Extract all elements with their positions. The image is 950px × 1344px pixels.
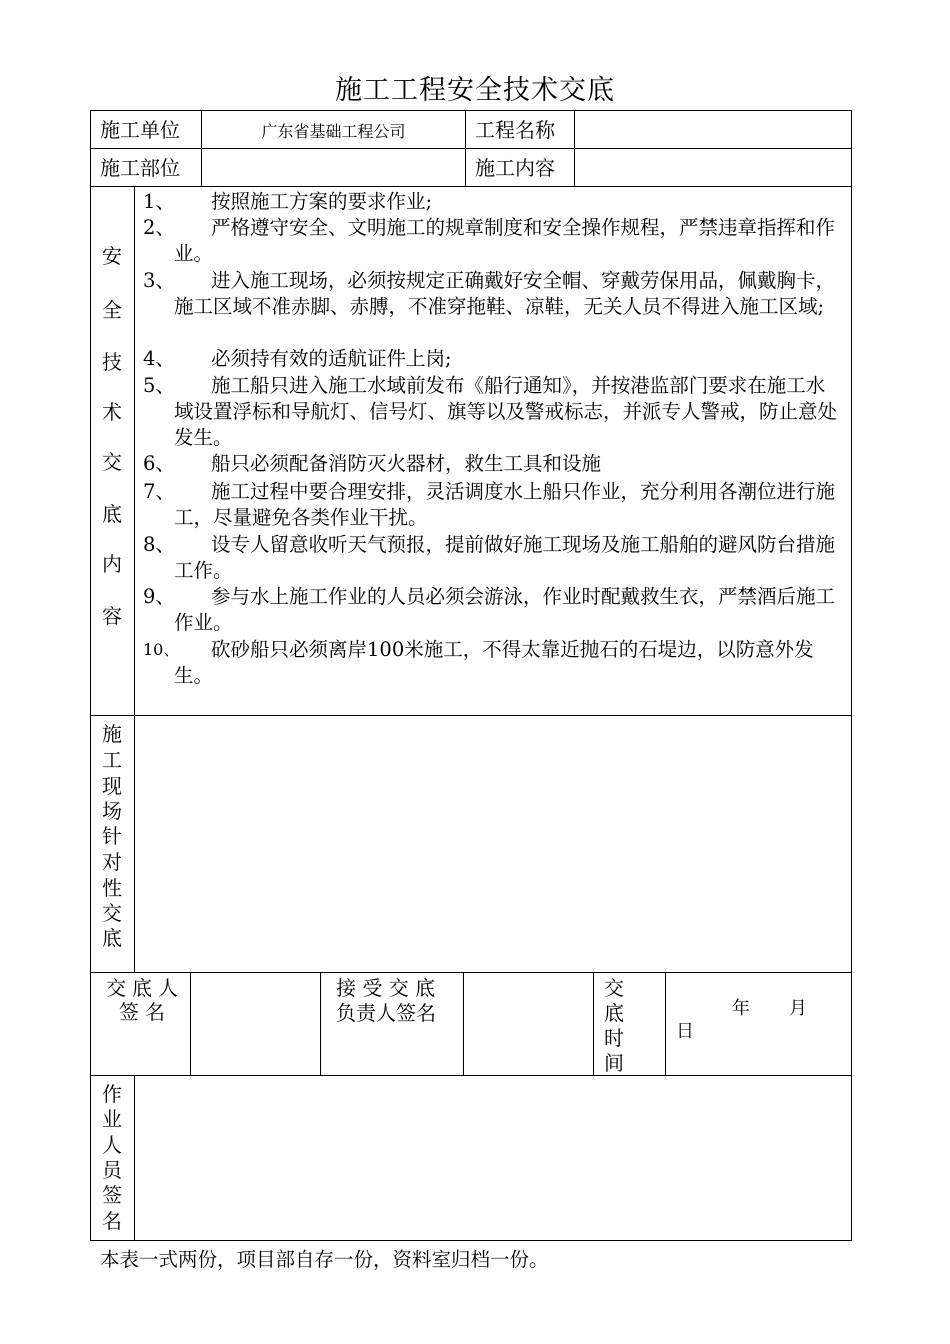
receiver-label-line2: 负责人签名 <box>336 1001 436 1025</box>
site-label-char: 对 <box>102 850 122 874</box>
item-text: 参与水上施工作业的人员必须会游泳，作业时配戴救生衣，严禁酒后施工作业。 <box>174 585 836 634</box>
year-label: 年 <box>732 998 750 1019</box>
item-text: 按照施工方案的要求作业; <box>211 190 433 213</box>
site-label-char: 交 <box>102 901 122 925</box>
workers-signature-field[interactable] <box>140 1080 845 1235</box>
safety-label-char: 容 <box>102 604 122 628</box>
safety-label-char: 交 <box>102 450 122 474</box>
item-text: 砍砂船只必须离岸100米施工，不得太靠近抛石的石堤边，以防意外发生。 <box>174 638 814 687</box>
workers-label-char: 人 <box>102 1133 122 1157</box>
site-disclosure-content[interactable] <box>140 720 845 968</box>
safety-label-char: 底 <box>102 502 122 526</box>
site-label-char: 现 <box>102 774 122 798</box>
item-text: 进入施工现场，必须按规定正确戴好安全帽、穿戴劳保用品，佩戴胸卡，施工区域不准赤脚、赤膊，不准穿拖鞋、凉鞋，无关人员不得进入施工区域; <box>174 269 836 318</box>
list-item <box>143 637 843 689</box>
item-number: 5、 <box>143 374 175 397</box>
list-item <box>143 346 843 372</box>
item-number: 2、 <box>143 216 175 239</box>
list-item <box>143 584 843 636</box>
content-label: 施工内容 <box>475 156 555 180</box>
time-label-char: 间 <box>604 1051 624 1075</box>
item-number: 1、 <box>143 190 175 213</box>
project-label: 工程名称 <box>475 118 555 142</box>
item-number: 3、 <box>143 269 175 292</box>
time-label-char: 交 <box>604 976 624 1000</box>
list-item <box>143 268 843 320</box>
item-number: 8、 <box>143 533 175 556</box>
discloser-label: 交底人签名 <box>106 976 184 1024</box>
list-item <box>143 532 843 584</box>
site-label-char: 工 <box>102 748 122 772</box>
item-text: 必须持有效的适航证件上岗; <box>211 347 452 370</box>
item-text: 设专人留意收听天气预报，提前做好施工现场及施工船舶的避风防台措施工作。 <box>174 533 836 582</box>
item-number: 6、 <box>143 452 175 475</box>
safety-label-char: 安 <box>102 244 122 268</box>
receiver-label-line1: 接 受 交 底 <box>336 976 436 1000</box>
discloser-signature-field[interactable] <box>193 976 317 1072</box>
footer-note: 本表一式两份，项目部自存一份，资料室归档一份。 <box>100 1248 549 1271</box>
list-item <box>143 373 843 451</box>
time-label-char: 底 <box>604 1001 624 1025</box>
site-label-char: 施 <box>102 722 122 746</box>
item-text: 严格遵守安全、文明施工的规章制度和安全操作规程，严禁违章指挥和作业。 <box>174 216 836 265</box>
site-label-char: 性 <box>102 876 122 900</box>
workers-label-char: 签 <box>102 1183 122 1207</box>
workers-label-char: 名 <box>102 1209 122 1233</box>
item-number: 4、 <box>143 347 175 370</box>
site-label-char: 针 <box>102 824 122 848</box>
receiver-label <box>336 976 456 1026</box>
item-number: 7、 <box>143 480 175 503</box>
item-text: 施工船只进入施工水域前发布《船行通知》，并按港监部门要求在施工水域设置浮标和导航灯、信号灯、旗等以及警戒标志，并派专人警戒，防止意处发生。 <box>174 374 838 449</box>
list-item <box>143 479 843 531</box>
safety-label-char: 技 <box>102 350 122 374</box>
part-label: 施工部位 <box>100 156 180 180</box>
safety-label-char: 术 <box>102 400 122 424</box>
unit-value[interactable]: 广东省基础工程公司 <box>261 122 406 141</box>
workers-label-char: 业 <box>102 1107 122 1131</box>
list-item <box>143 451 843 477</box>
item-text: 船只必须配备消防灭火器材，救生工具和设施 <box>211 452 602 475</box>
list-item <box>143 189 843 215</box>
site-label-char: 场 <box>102 799 122 823</box>
item-number: 10、 <box>143 640 180 659</box>
receiver-signature-field[interactable] <box>466 976 590 1072</box>
safety-label-char: 内 <box>102 552 122 576</box>
month-label: 月 <box>789 998 807 1019</box>
workers-label-char: 作 <box>102 1082 122 1106</box>
site-label-char: 底 <box>102 926 122 950</box>
workers-label-char: 员 <box>102 1158 122 1182</box>
item-text: 施工过程中要合理安排，灵活调度水上船只作业，充分利用各潮位进行施工，尽量避免各类作业干扰。 <box>174 480 836 529</box>
day-label: 日 <box>676 1021 694 1042</box>
safety-label-char: 全 <box>102 298 122 322</box>
unit-label: 施工单位 <box>100 118 180 142</box>
list-item <box>143 215 843 267</box>
time-label-char: 时 <box>604 1026 624 1050</box>
item-number: 9、 <box>143 585 175 608</box>
document-title: 施工工程安全技术交底 <box>335 75 615 106</box>
